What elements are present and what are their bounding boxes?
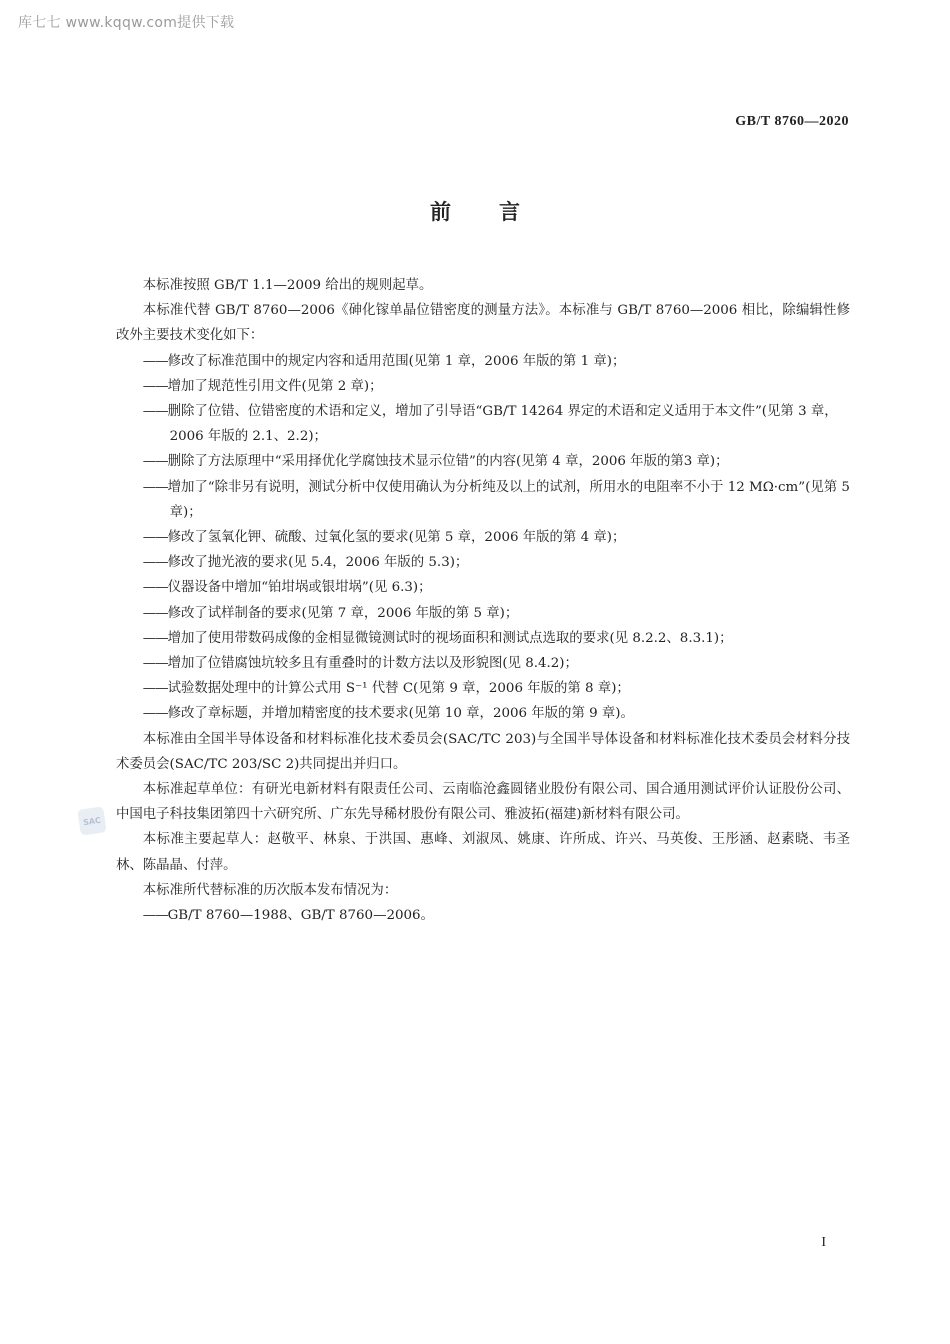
change-item: ——增加了使用带数码成像的金相显微镜测试时的视场面积和测试点选取的要求(见 8.2.2、8.3.1)； — [142, 630, 733, 646]
standard-number: GB/T 8760—2020 — [735, 114, 849, 129]
dash-marker: —— — [142, 656, 168, 672]
paragraph: 本标准主要起草人：赵敬平、林泉、于洪国、惠峰、刘淑凤、姚康、许所成、许兴、马英俊、王彤涵、赵素晓、韦圣林、陈晶晶、付萍。 — [116, 832, 850, 873]
foreword-body — [116, 273, 850, 928]
dash-marker: —— — [142, 908, 168, 924]
dash-marker: —— — [142, 378, 168, 394]
download-watermark: 库七七 www.kqqw.com提供下载 — [18, 15, 235, 31]
dash-marker: —— — [142, 580, 168, 596]
change-item: ——增加了规范性引用文件(见第 2 章)； — [142, 378, 383, 394]
change-item: ——删除了方法原理中“采用择优化学腐蚀技术显示位错”的内容(见第 4 章，2006 年版的第3 章)； — [142, 454, 729, 470]
change-item: ——删除了位错、位错密度的术语和定义，增加了引导语“GB/T 14264 界定的术语和定义适用于本文件”(见第 3 章，2006 年版的 2.1、2.2)； — [142, 404, 838, 445]
change-item: ——修改了章标题，并增加精密度的技术要求(见第 10 章，2006 年版的第 9 章)。 — [142, 706, 634, 722]
dash-marker: —— — [142, 404, 168, 420]
dash-marker: —— — [142, 530, 168, 546]
change-item: ——修改了试样制备的要求(见第 7 章，2006 年版的第 5 章)； — [142, 605, 519, 621]
dash-marker: —— — [142, 353, 168, 369]
paragraph: 本标准起草单位：有研光电新材料有限责任公司、云南临沧鑫圆锗业股份有限公司、国合通用测试评价认证股份公司、中国电子科技集团第四十六研究所、广东先导稀材股份有限公司、雅波拓(福建)新材料有限公司。 — [116, 782, 850, 823]
change-item: ——修改了抛光液的要求(见 5.4，2006 年版的 5.3)； — [142, 555, 469, 571]
dash-marker: —— — [142, 454, 168, 470]
paragraph: 本标准由全国半导体设备和材料标准化技术委员会(SAC/TC 203)与全国半导体设备和材料标准化技术委员会材料分技术委员会(SAC/TC 203/SC 2)共同提出并归口。 — [116, 731, 850, 772]
dash-marker: —— — [142, 630, 168, 646]
dash-marker: —— — [142, 555, 168, 571]
change-item: ——增加了“除非另有说明，测试分析中仅使用确认为分析纯及以上的试剂，所用水的电阻率不小于 12 MΩ·cm”(见第 5 章)； — [142, 479, 850, 520]
page-title: 前言 — [430, 200, 568, 224]
dash-marker: —— — [142, 605, 168, 621]
change-item: ——增加了位错腐蚀坑较多且有重叠时的计数方法以及形貌图(见 8.4.2)； — [142, 656, 578, 672]
change-item: ——试验数据处理中的计算公式用 S⁻¹ 代替 C(见第 9 章，2006 年版的第 8 章)； — [142, 681, 630, 697]
previous-editions: ——GB/T 8760—1988、GB/T 8760—2006。 — [142, 908, 434, 924]
dash-marker: —— — [142, 681, 168, 697]
sac-logo: SAC — [77, 806, 106, 835]
change-item: ——仪器设备中增加“铂坩埚或银坩埚”(见 6.3)； — [142, 580, 432, 596]
paragraph: 本标准代替 GB/T 8760—2006《砷化镓单晶位错密度的测量方法》。本标准与 GB/T 8760—2006 相比，除编辑性修改外主要技术变化如下： — [116, 303, 850, 344]
paragraph: 本标准所代替标准的历次版本发布情况为： — [142, 882, 398, 898]
dash-marker: —— — [142, 706, 168, 722]
paragraph: 本标准按照 GB/T 1.1—2009 给出的规则起草。 — [142, 278, 433, 293]
page-number: I — [821, 1235, 826, 1250]
change-item: ——修改了标准范围中的规定内容和适用范围(见第 1 章，2006 年版的第 1 章)； — [142, 353, 626, 369]
dash-marker: —— — [142, 479, 168, 495]
change-item: ——修改了氢氧化钾、硫酸、过氧化氢的要求(见第 5 章，2006 年版的第 4 章)； — [142, 530, 626, 546]
